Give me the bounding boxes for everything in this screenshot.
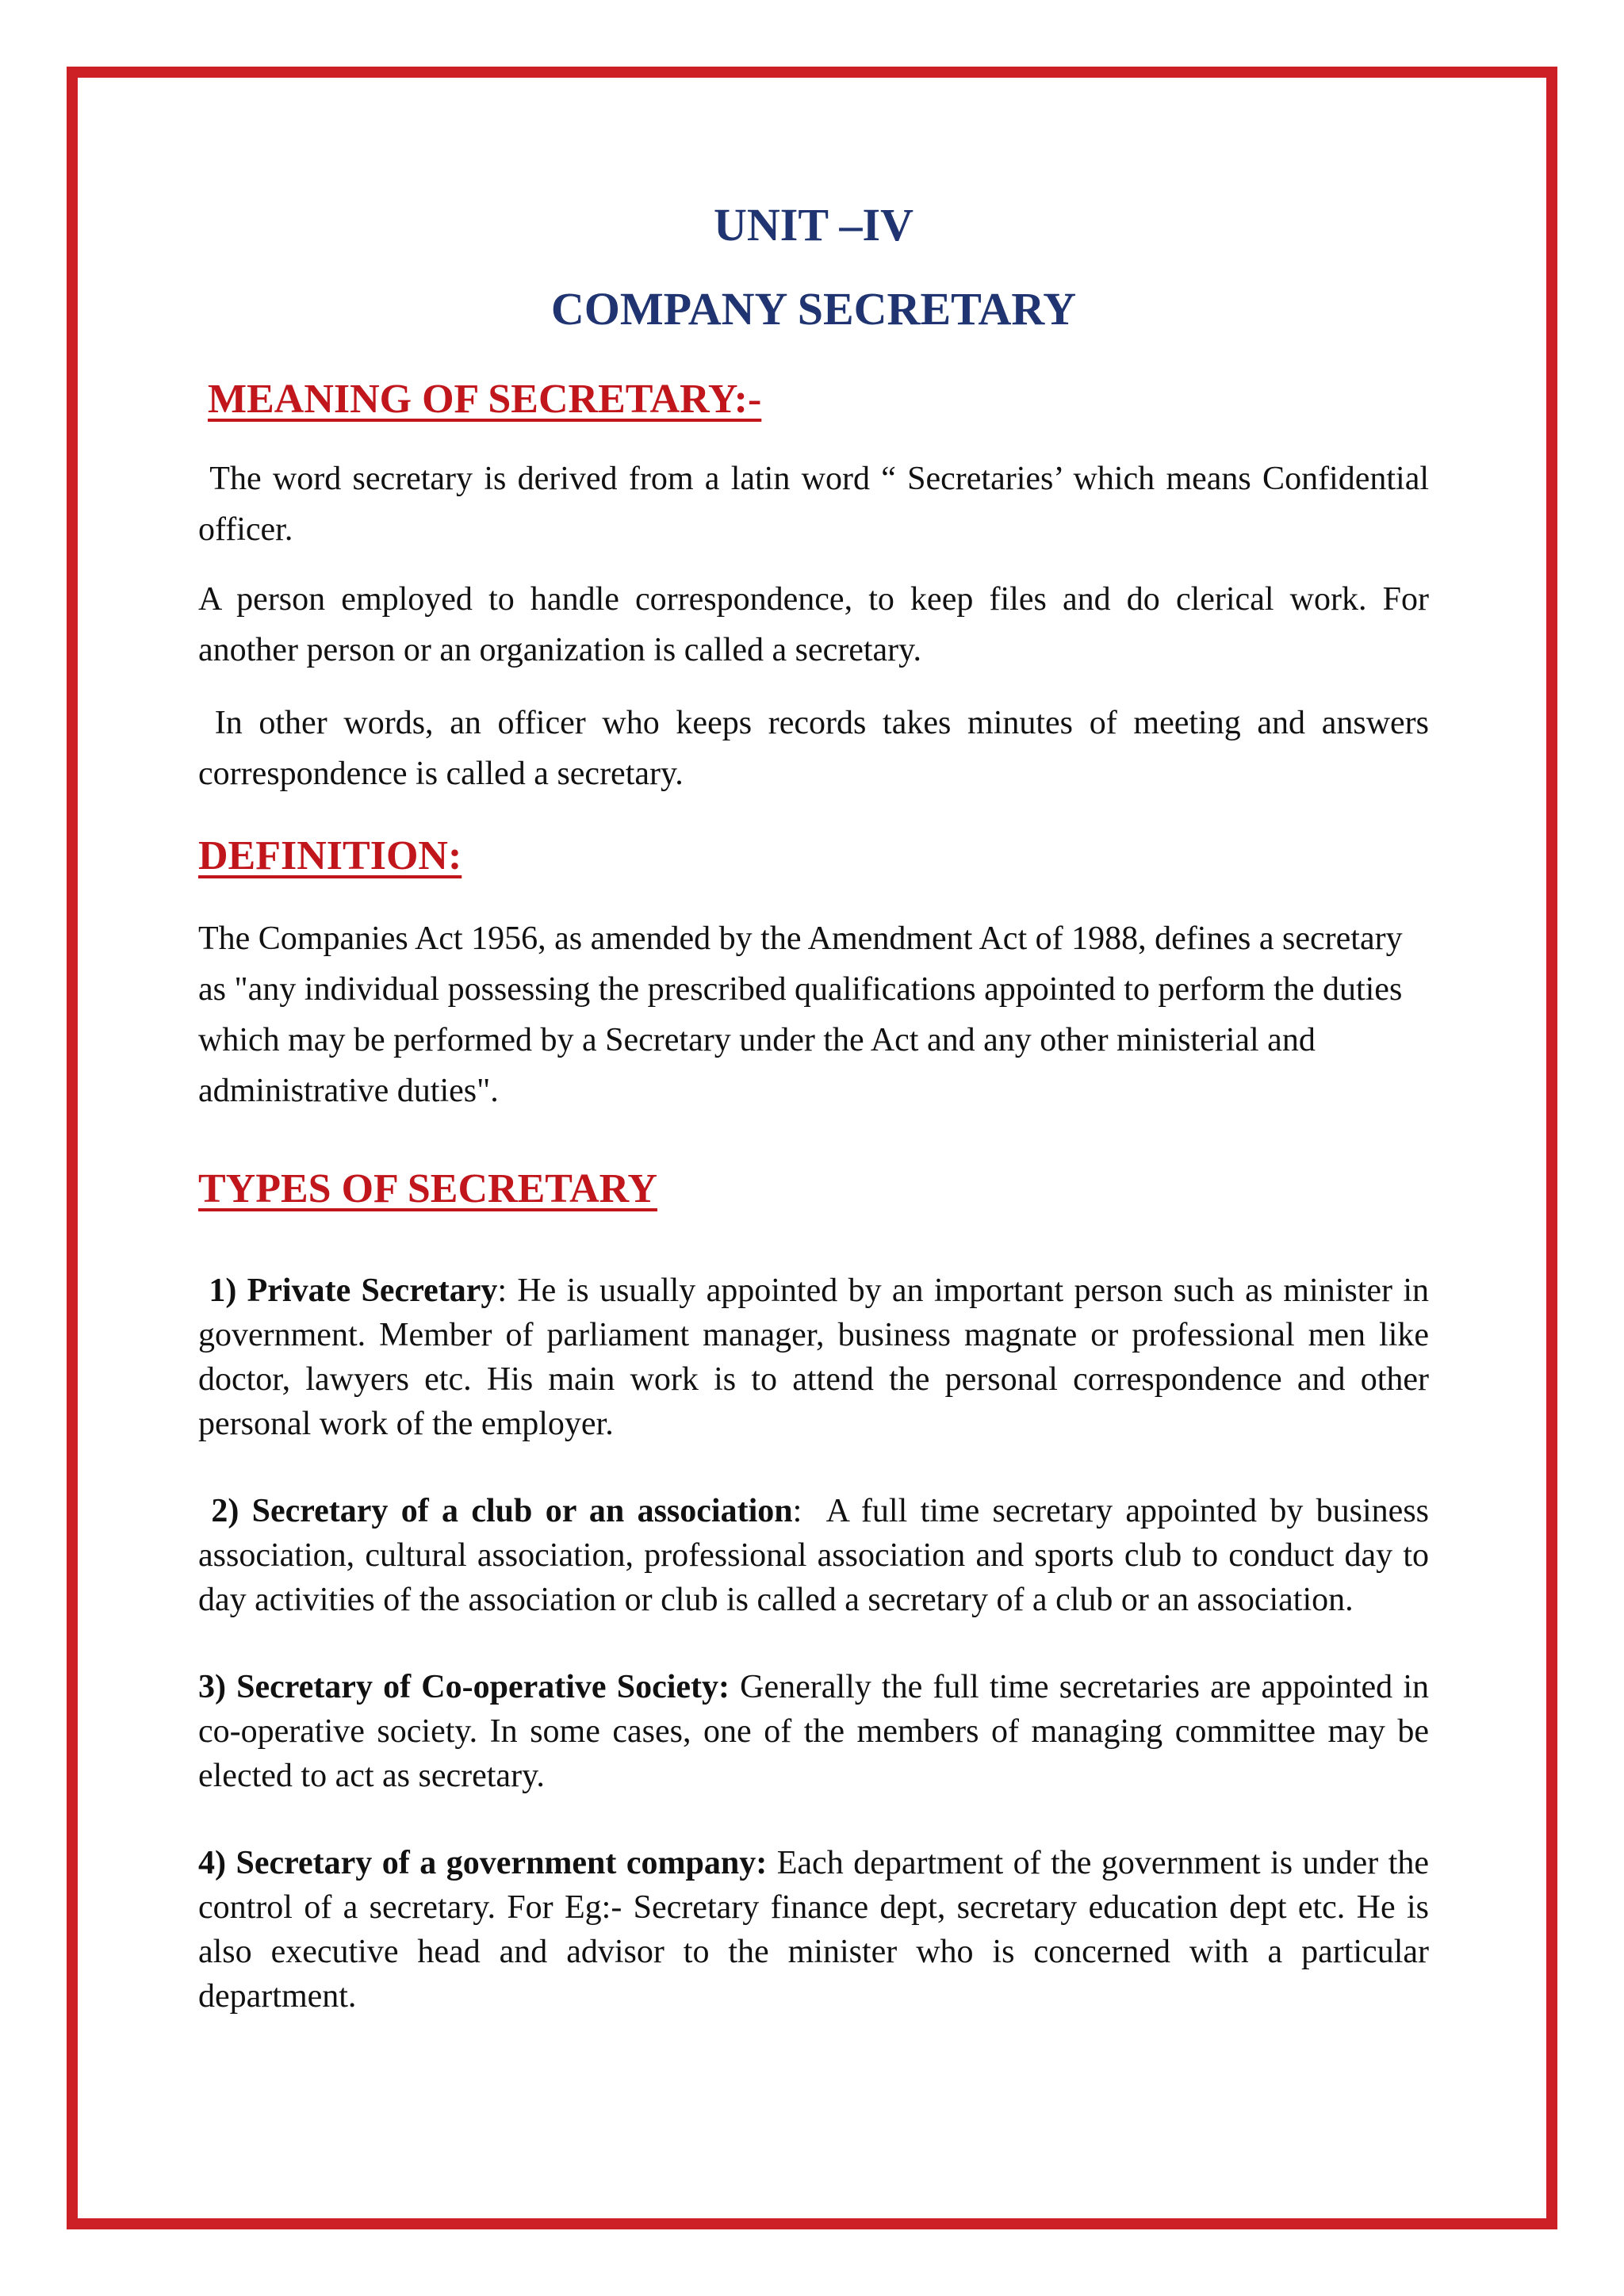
type-item: [198, 1269, 1429, 1446]
meaning-paragraph: The word secretary is derived from a latin word “ Secretaries’ which means Confidential officer.: [198, 461, 1438, 548]
type-item-text: : A full time secretary appointed by business association, cultural association, professional association and sports club to conduct day to day activities of the association or club is called a secretary of a club or an association.: [198, 1493, 1438, 1618]
type-item-text: : He is usually appointed by an important person such as minister in government. Member of parliament manager, business magnate or professional men like doctor, lawyers etc. His main work is to attend the personal correspondence and other personal work of the employer.: [198, 1272, 1430, 1442]
type-item-label: 2) Secretary of a club or an association: [198, 1493, 793, 1529]
type-item-label: 4) Secretary of a government company:: [198, 1845, 768, 1881]
types-heading: TYPES OF SECRETARY: [198, 1166, 657, 1211]
page-title: COMPANY SECRETARY: [550, 283, 1077, 335]
types-section: [198, 1164, 1438, 2019]
type-item: [198, 1841, 1429, 2019]
meaning-heading: MEANING OF SECRETARY:-: [208, 377, 762, 422]
type-item-text: Generally the full time secretaries are appointed in co-operative society. In some cases, one of the members of managing committee may be elected to act as secretary.: [198, 1669, 1429, 1794]
document-body: [198, 197, 1438, 2019]
type-item: [198, 1489, 1438, 1622]
meaning-section: [198, 374, 1438, 799]
definition-text: The Companies Act 1956, as amended by the Amendment Act of 1988, defines a secretary as "any individual possessing the prescribed qualifications appointed to perform the duties which may be performed by a Secretary under the Act and any other ministerial and administrative duties".: [198, 920, 1403, 1109]
type-item: [198, 1665, 1429, 1798]
type-item-text: Each department of the government is under the control of a secretary. For Eg:- Secretary finance dept, secretary education dept etc. He is also executive head and advisor to the minister who is concerned with a particular department.: [198, 1845, 1430, 2015]
type-item-label: 3) Secretary of Co-operative Society:: [198, 1669, 730, 1705]
definition-heading: DEFINITION:: [198, 833, 462, 878]
definition-section: [198, 831, 1429, 1116]
unit-title: UNIT –IV: [714, 199, 914, 251]
meaning-paragraph: In other words, an officer who keeps records takes minutes of meeting and answers correspondence is called a secretary.: [198, 705, 1438, 792]
type-item-label: 1) Private Secretary: [198, 1272, 498, 1309]
meaning-paragraph: A person employed to handle correspondence, to keep files and do clerical work. For another person or an organization is called a secretary.: [198, 581, 1429, 668]
